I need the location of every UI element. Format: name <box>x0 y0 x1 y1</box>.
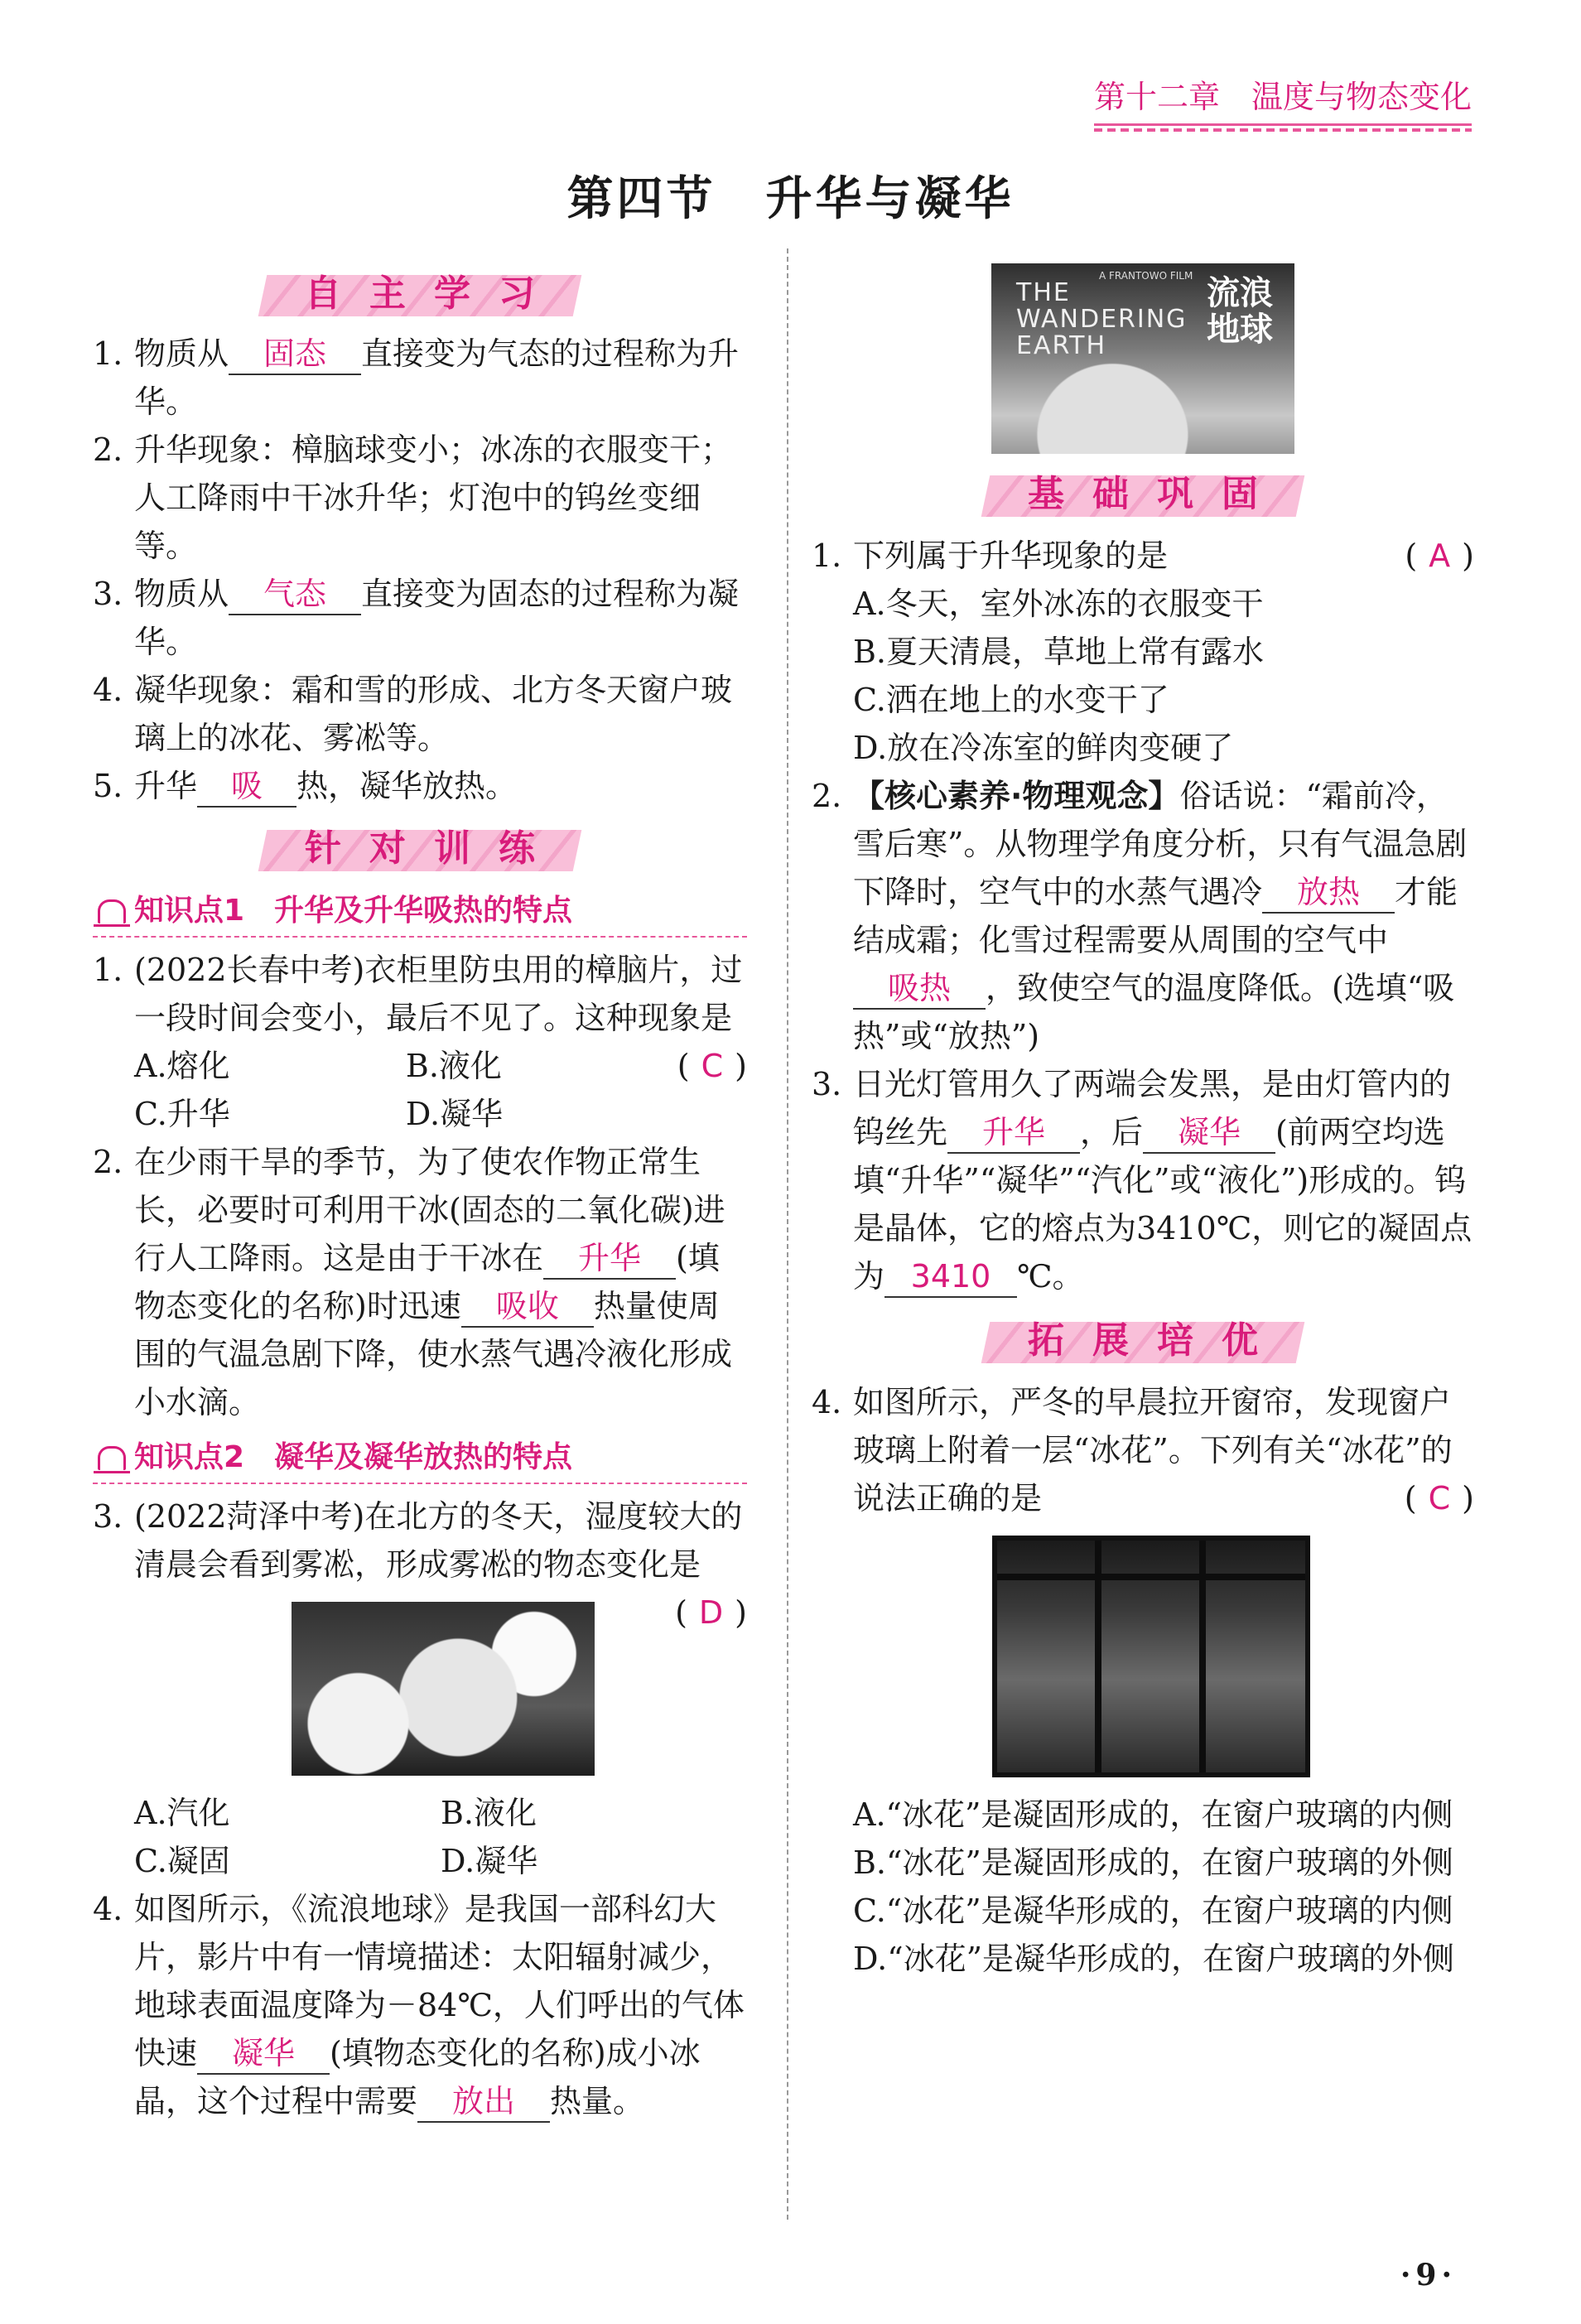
page-title: 第四节 升华与凝华 <box>566 172 1015 226</box>
answer-bracket: ( A ) <box>1405 538 1474 574</box>
self-study-item-2: 2. 升华现象：樟脑球变小；冰冻的衣服变干；人工降雨中干冰升华；灯泡中的钨丝变细等。 <box>93 432 733 564</box>
knowledge-point-2: 知识点2 凝华及凝华放热的特点 <box>93 1433 747 1484</box>
answer-blank: 吸收 <box>461 1286 594 1328</box>
basic-question-3: 3. 日光灯管用久了两端会发黑，是由灯管内的钨丝先 升华 ，后 凝华 (前两空均选填“升华”“凝华”“汽化”或“液化”)形成的。钨是晶体，它的熔点为3410℃，则它的凝固点为 3410 ℃。 <box>812 1060 1474 1300</box>
frosted-window-photo <box>992 1536 1310 1777</box>
option-d: D.放在冷冻室的鲜肉变硬了 <box>853 730 1234 766</box>
option-a: A.冬天，室外冰冻的衣服变干 <box>853 586 1264 622</box>
answer-blank: 放出 <box>417 2081 550 2123</box>
targeted-question-3: 3. (2022菏泽中考)在北方的冬天，湿度较大的清晨会看到雾凇，形成雾凇的物态变化是 ( D ) <box>93 1492 747 1589</box>
option-c: C.洒在地上的水变干了 <box>853 682 1169 718</box>
targeted-question-4: 4. 如图所示，《流浪地球》是我国一部科幻大片，影片中有一情境描述：太阳辐射减少，地球表面温度降为－84℃，人们呼出的气体快速 凝华 (填物态变化的名称)成小冰晶，这个过程中需要 放出 热量。 <box>93 1885 747 2125</box>
answer-blank: 凝华 <box>1143 1112 1275 1154</box>
left-column <box>93 263 747 2125</box>
section-heading-extend: 拓展培优 <box>986 1310 1300 1372</box>
bell-icon <box>98 899 126 923</box>
rime-photo <box>292 1602 595 1776</box>
answer-blank: 吸 <box>197 766 296 808</box>
core-literacy-tag: 【核心素养·物理观念】 <box>853 778 1180 814</box>
targeted-question-1: 1. (2022长春中考)衣柜里防虫用的樟脑片，过一段时间会变小，最后不见了。这种现象是 ( C ) <box>93 946 747 1042</box>
answer-bracket: ( D ) <box>675 1594 747 1631</box>
section-heading-targeted: 针对训练 <box>263 818 577 880</box>
right-column <box>812 263 1474 1983</box>
window-frame-bar <box>997 1574 1305 1580</box>
section-heading-self-study: 自主学习 <box>263 263 577 325</box>
option-b: B.夏天清晨，草地上常有露水 <box>853 634 1265 670</box>
self-study-item-5: 5. 升华 吸 热，凝华放热。 <box>93 762 747 810</box>
answer-blank: 3410 <box>884 1256 1017 1298</box>
options-grid: A.熔化 B.液化 C.升华 D.凝华 <box>134 1048 504 1132</box>
answer-blank: 升华 <box>947 1112 1080 1154</box>
extend-question-4: 4. 如图所示，严冬的早晨拉开窗帘，发现窗户玻璃上附着一层“冰花”。下列有关“冰花”的说法正确的是 ( C ) <box>812 1378 1474 1522</box>
chapter-header: 第十二章 温度与物态变化 <box>1094 71 1472 126</box>
window-frame-bar <box>1095 1540 1101 1772</box>
answer-blank: 吸热 <box>853 968 986 1010</box>
options-grid: A.汽化 B.液化 C.凝固 D.凝华 <box>134 1795 538 1879</box>
answer-blank: 放热 <box>1262 872 1395 914</box>
page-number: ·9· <box>1400 2258 1457 2293</box>
section-heading-basic: 基础巩固 <box>986 464 1300 525</box>
targeted-question-2: 2. 在少雨干旱的季节，为了使农作物正常生长，必要时可利用干冰(固态的二氧化碳)进行人工降雨。这是由于干冰在 升华 (填物态变化的名称)时迅速 吸收 热量使周围的气温急剧下降，使水蒸气遇冷液化形成小水滴。 <box>93 1144 733 1420</box>
self-study-item-1: 1. 物质从 固态 直接变为气态的过程称为升华。 <box>93 335 740 420</box>
answer-blank: 固态 <box>229 334 361 375</box>
answer-blank: 气态 <box>229 574 361 615</box>
self-study-item-3: 3. 物质从 气态 直接变为固态的过程称为凝华。 <box>93 576 740 660</box>
movie-poster-image: A FRANTOWO FILM THE WANDERING EARTH 流浪地球 <box>991 263 1294 454</box>
answer-bracket: ( C ) <box>1404 1480 1474 1516</box>
bell-icon <box>98 1446 126 1470</box>
basic-question-2: 2. 【核心素养·物理观念】俗话说：“霜前冷，雪后寒”。从物理学角度分析，只有气温急剧下降时，空气中的水蒸气遇冷 放热 才能结成霜；化雪过程需要从周围的空气中吸热 ，致使空气的温度降低。(选填“吸热”或“放热”) <box>812 778 1468 1054</box>
option-a: A.“冰花”是凝固形成的，在窗户玻璃的内侧 <box>853 1796 1453 1833</box>
column-divider <box>787 248 788 2220</box>
basic-question-1: 1. 下列属于升华现象的是 ( A ) <box>812 532 1474 580</box>
option-c: C.“冰花”是凝华形成的，在窗户玻璃的内侧 <box>853 1892 1453 1929</box>
self-study-item-4: 4. 凝华现象：霜和雪的形成、北方冬天窗户玻璃上的冰花、雾凇等。 <box>93 672 733 756</box>
answer-bracket: ( C ) <box>677 1048 747 1084</box>
answer-blank: 升华 <box>543 1238 676 1280</box>
window-frame-bar <box>1199 1540 1206 1772</box>
movie-title-cn: 流浪地球 <box>1207 274 1273 349</box>
option-d: D.“冰花”是凝华形成的，在窗户玻璃的外侧 <box>853 1941 1455 1977</box>
knowledge-point-1: 知识点1 升华及升华吸热的特点 <box>93 886 747 938</box>
movie-title-en: THE WANDERING EARTH <box>1016 278 1188 360</box>
option-b: B.“冰花”是凝固形成的，在窗户玻璃的外侧 <box>853 1844 1453 1881</box>
answer-blank: 凝华 <box>197 2033 330 2075</box>
